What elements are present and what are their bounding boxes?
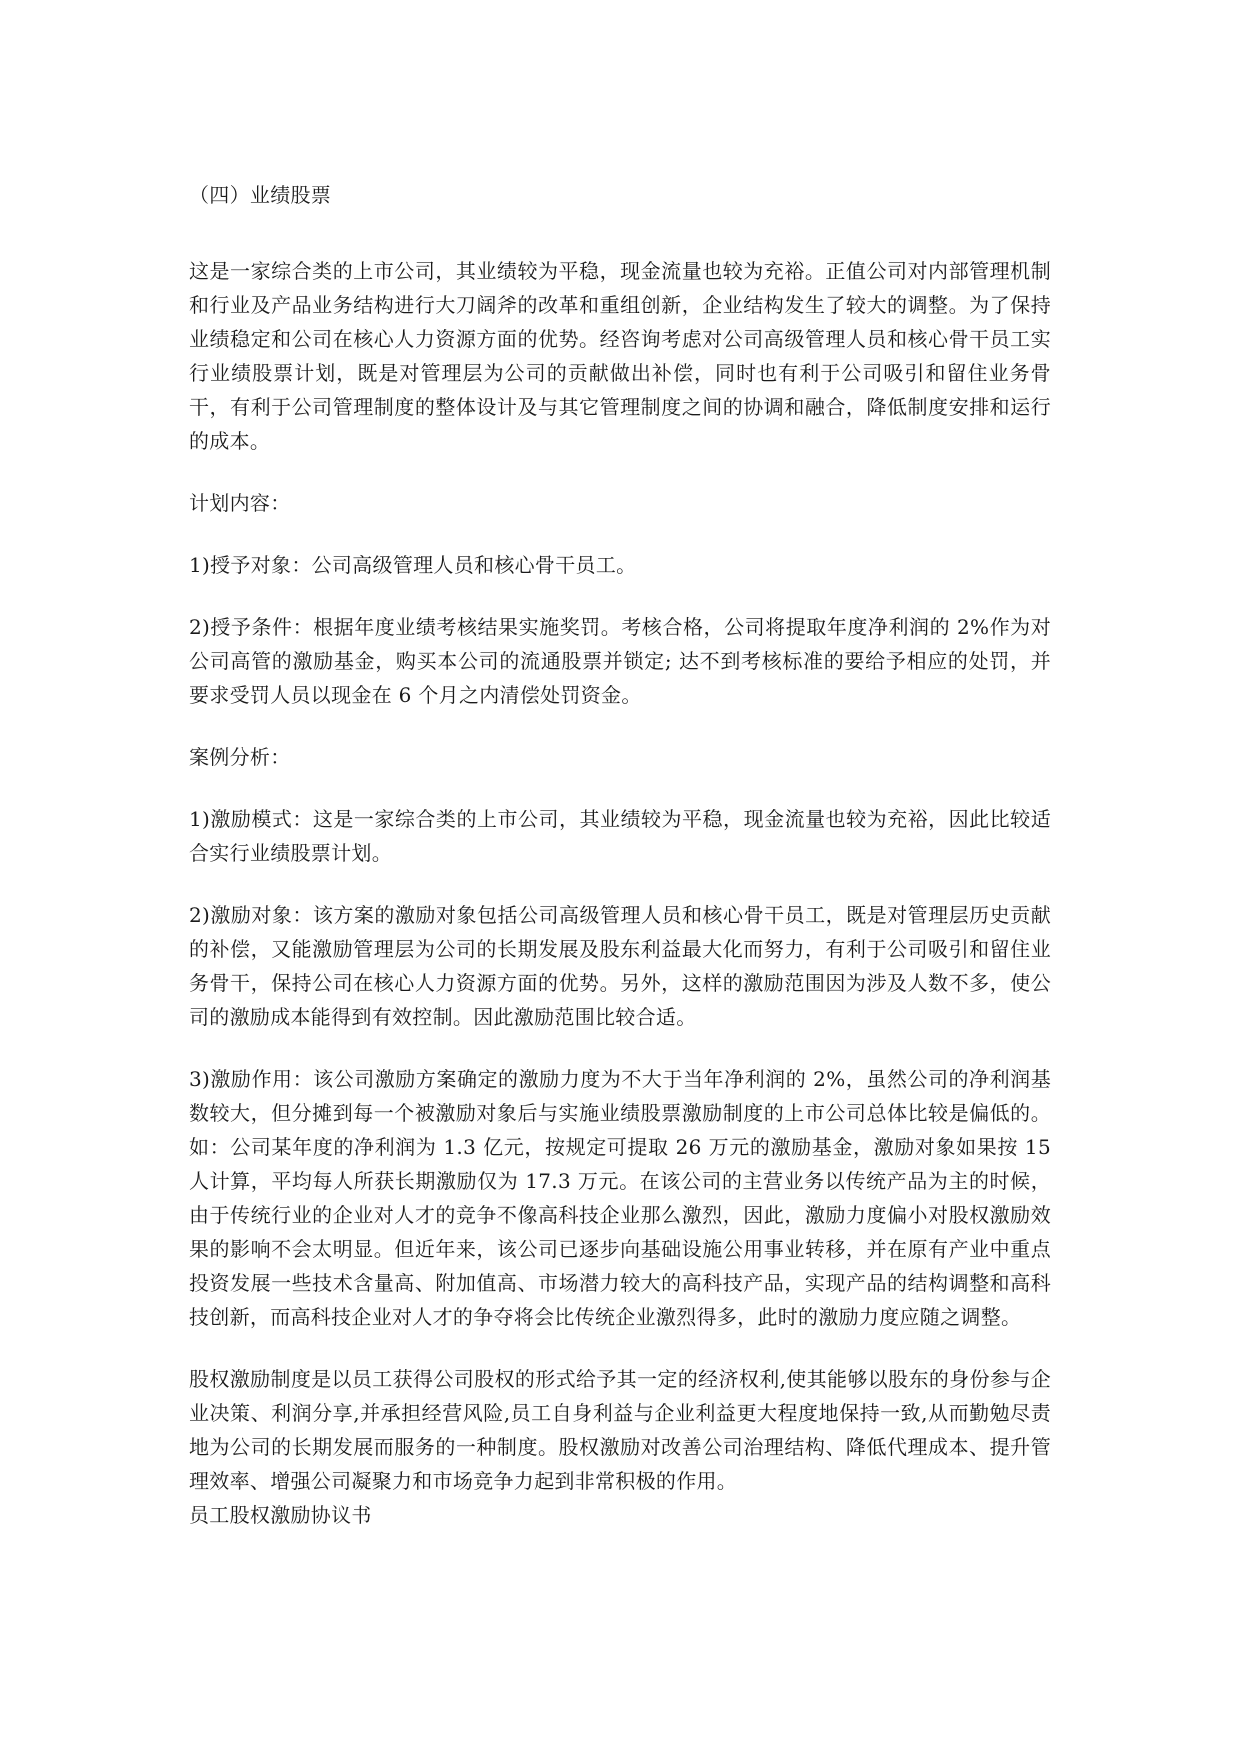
analysis-item-3: 3)激励作用：该公司激励方案确定的激励力度为不大于当年净利润的 2%，虽然公司的净利润基数较大，但分摊到每一个被激励对象后与实施业绩股票激励制度的上市公司总体比较是偏低的。如：公司某年度的净利润为 1.3 亿元，按规定可提取 26 万元的激励基金，激励对象如果按 15 人计算，平均每人所获长期激励仅为 17.3 万元。在该公司的主营业务以传统产品为主的时候，由于传统行业的企业对人才的竞争不像高科技企业那么激烈，因此，激励力度偏小对股权激励效果的影响不会太明显。但近年来，该公司已逐步向基础设施公用事业转移，并在原有产业中重点投资发展一些技术含量高、附加值高、市场潜力较大的高科技产品，实现产品的结构调整和高科技创新，而高科技企业对人才的争夺将会比传统企业激烈得多，此时的激励力度应随之调整。 [189,1067,1051,1329]
document-page [189,178,1051,1532]
plan-item-1: 1)授予对象：公司高级管理人员和核心骨干员工。 [189,553,637,577]
section-heading: （四）业绩股票 [189,183,332,207]
summary-paragraph: 股权激励制度是以员工获得公司股权的形式给予其一定的经济权利,使其能够以股东的身份参与企业决策、利润分享,并承担经营风险,员工自身利益与企业利益更大程度地保持一致,从而勤勉尽责地为公司的长期发展而服务的一种制度。股权激励对改善公司治理结构、降低代理成本、提升管理效率、增强公司凝聚力和市场竞争力起到非常积极的作用。 [189,1367,1051,1493]
intro-paragraph: 这是一家综合类的上市公司，其业绩较为平稳，现金流量也较为充裕。正值公司对内部管理机制和行业及产品业务结构进行大刀阔斧的改革和重组创新，企业结构发生了较大的调整。为了保持业绩稳定和公司在核心人力资源方面的优势。经咨询考虑对公司高级管理人员和核心骨干员工实行业绩股票计划，既是对管理层为公司的贡献做出补偿，同时也有利于公司吸引和留住业务骨干，有利于公司管理制度的整体设计及与其它管理制度之间的协调和融合，降低制度安排和运行的成本。 [189,259,1051,453]
analysis-item-1: 1)激励模式：这是一家综合类的上市公司，其业绩较为平稳，现金流量也较为充裕，因此比较适合实行业绩股票计划。 [189,807,1051,865]
plan-label: 计划内容： [189,491,291,515]
analysis-label: 案例分析： [189,745,291,769]
analysis-item-2: 2)激励对象：该方案的激励对象包括公司高级管理人员和核心骨干员工，既是对管理层历史贡献的补偿，又能激励管理层为公司的长期发展及股东利益最大化而努力，有利于公司吸引和留住业务骨干，保持公司在核心人力资源方面的优势。另外，这样的激励范围因为涉及人数不多，使公司的激励成本能得到有效控制。因此激励范围比较合适。 [189,903,1051,1029]
footer-title: 员工股权激励协议书 [189,1503,372,1527]
plan-item-2: 2)授予条件：根据年度业绩考核结果实施奖罚。考核合格，公司将提取年度净利润的 2%作为对公司高管的激励基金，购买本公司的流通股票并锁定; 达不到考核标准的要给予相应的处罚，并要求受罚人员以现金在 6 个月之内清偿处罚资金。 [189,615,1051,707]
